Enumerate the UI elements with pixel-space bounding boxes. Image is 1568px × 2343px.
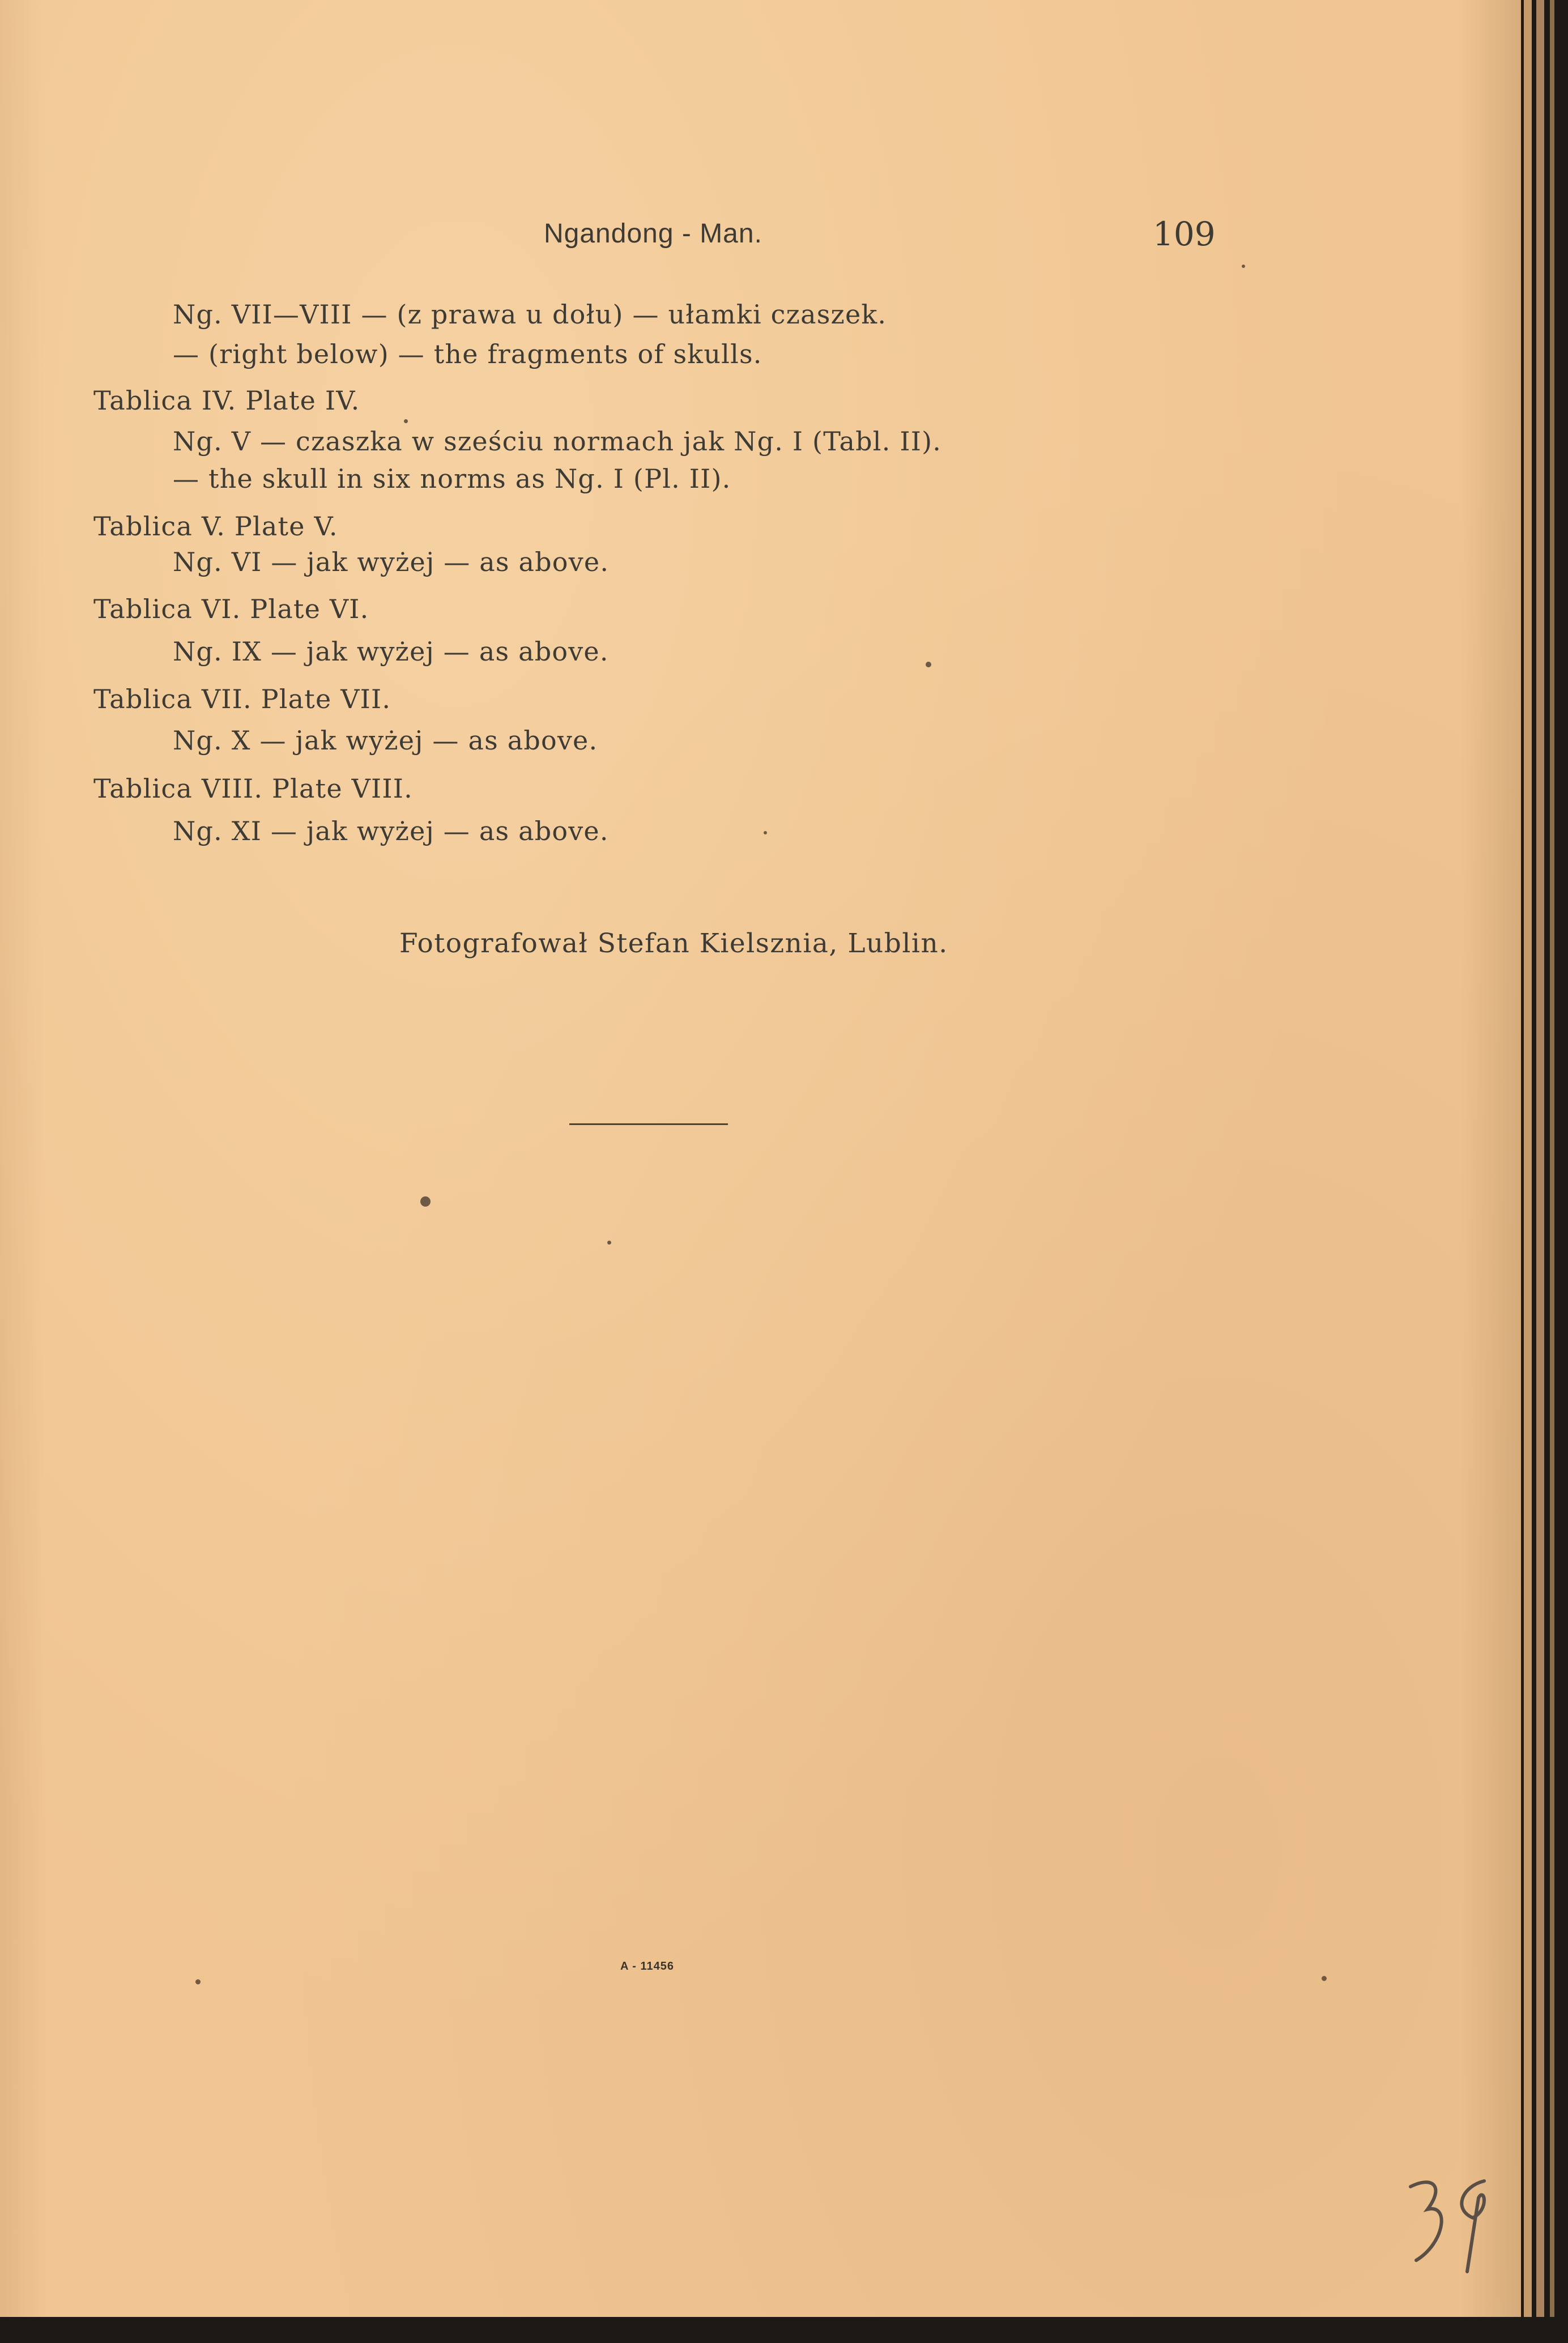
- paper-speck: [1242, 265, 1245, 268]
- photo-credit: Fotografował Stefan Kielsznia, Lublin.: [399, 928, 948, 959]
- caption-line: Ng. X — jak wyżej — as above.: [173, 725, 598, 756]
- paper-speck: [607, 1241, 611, 1245]
- paper-speck: [926, 662, 931, 667]
- page-edge: [1524, 0, 1532, 2317]
- caption-line: — the skull in six norms as Ng. I (Pl. II).: [173, 463, 731, 494]
- paper-speck: [1322, 1976, 1327, 1981]
- plate-heading: Tablica V. Plate V.: [93, 511, 338, 542]
- caption-line: Ng. VI — jak wyżej — as above.: [173, 547, 610, 577]
- plate-heading: Tablica VI. Plate VI.: [93, 594, 369, 624]
- paper-speck: [764, 831, 767, 834]
- running-title: Ngandong - Man.: [544, 219, 762, 249]
- caption-line: Ng. VII—VIII — (z prawa u dołu) — ułamki czaszek.: [173, 299, 887, 330]
- page-edge: [1550, 0, 1554, 2317]
- page-number: 109: [1153, 215, 1216, 253]
- handwritten-folio-mark: [1399, 2164, 1501, 2277]
- page-header: [0, 215, 1521, 263]
- caption-line: Ng. V — czaszka w sześciu normach jak Ng. I (Tabl. II).: [173, 426, 942, 457]
- paper-speck: [195, 1979, 201, 1984]
- caption-line: Ng. IX — jak wyżej — as above.: [173, 636, 609, 667]
- end-rule: [569, 1123, 728, 1125]
- page-edge: [1536, 0, 1544, 2317]
- plate-heading: Tablica VIII. Plate VIII.: [93, 773, 413, 804]
- plate-heading: Tablica IV. Plate IV.: [93, 385, 360, 416]
- library-stamp: A - 11456: [620, 1960, 674, 1973]
- paper-speck: [420, 1196, 431, 1207]
- caption-line: Ng. XI — jak wyżej — as above.: [173, 816, 609, 846]
- caption-line: — (right below) — the fragments of skulls.: [173, 339, 762, 369]
- paper-speck: [404, 419, 408, 423]
- plate-heading: Tablica VII. Plate VII.: [93, 684, 391, 714]
